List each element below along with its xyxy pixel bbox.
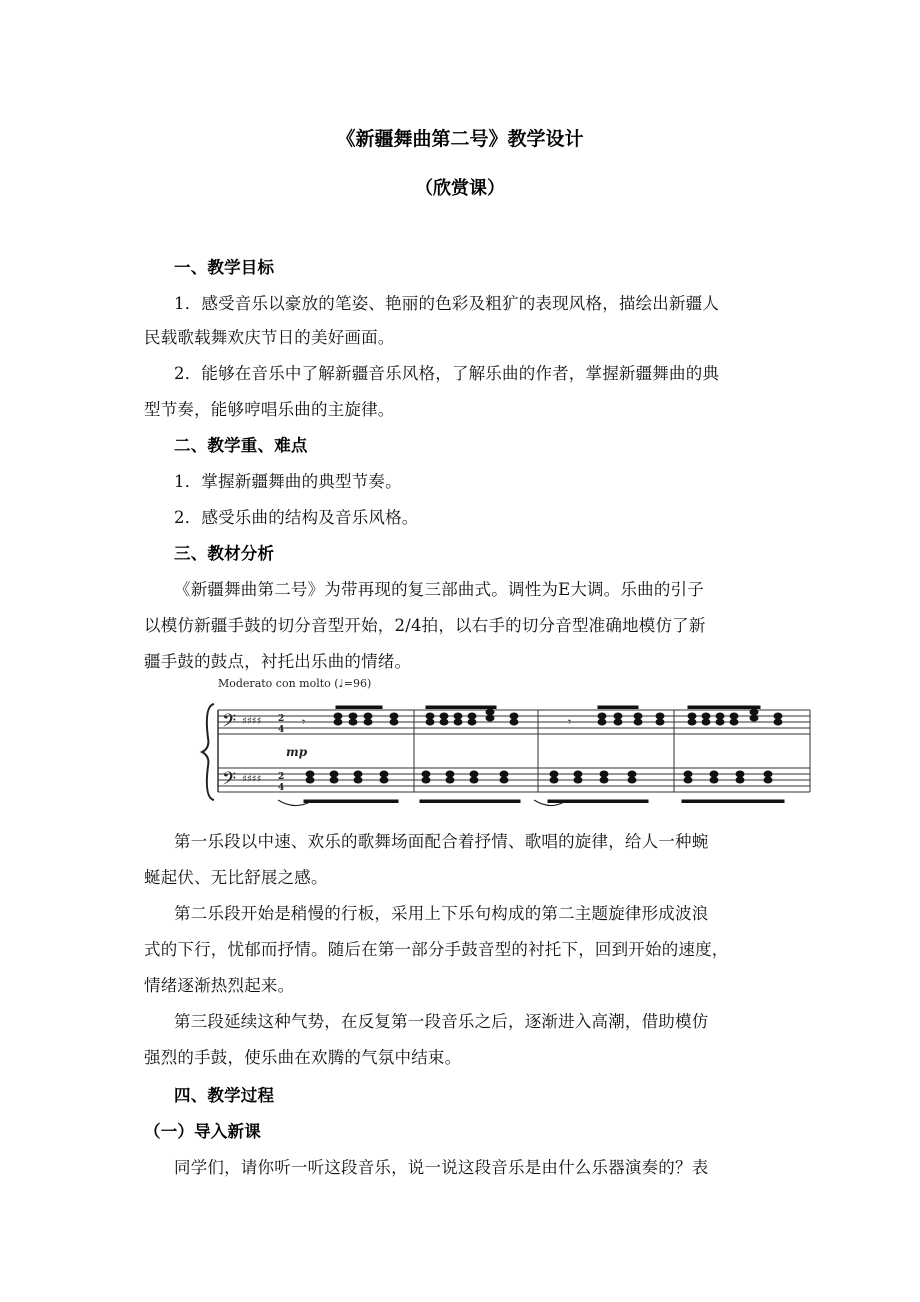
paragraph-line: 蜒起伏、无比舒展之感。 [144,868,328,887]
paragraph-line: 式的下行，忧郁而抒情。随后在第一部分手鼓音型的衬托下，回到开始的速度， [144,940,729,959]
paragraph-line: 民载歌载舞欢庆节日的美好画面。 [144,328,395,347]
document-title: 《新疆舞曲第二号》教学设计 [336,128,584,150]
svg-text:𝄢: 𝄢 [222,711,237,736]
svg-text:4: 4 [278,783,285,793]
paragraph-line: 型节奏，能够哼唱乐曲的主旋律。 [144,400,395,419]
paragraph-line: 情绪逐渐热烈起来。 [144,976,295,995]
paragraph-line: 2．感受乐曲的结构及音乐风格。 [174,508,419,527]
paragraph-line: 第三段延续这种气势，在反复第一段音乐之后，逐渐进入高潮，借助模仿 [174,1012,709,1031]
paragraph-line: 《新疆舞曲第二号》为带再现的复三部曲式。调性为E大调。乐曲的引子 [174,580,704,599]
paragraph-line: 2．能够在音乐中了解新疆音乐风格，了解乐曲的作者，掌握新疆舞曲的典 [174,364,720,383]
paragraph-line: 第一乐段以中速、欢乐的歌舞场面配合着抒情、歌唱的旋律，给人一种蜿 [174,832,709,851]
paragraph-line: 1．掌握新疆舞曲的典型节奏。 [174,472,402,491]
score-tempo-marking: Moderato con molto (♩=96) [218,677,372,690]
section-heading-analysis: 三、教材分析 [174,544,275,563]
paragraph-line: 第二乐段开始是稍慢的行板，采用上下乐句构成的第二主题旋律形成波浪 [174,904,709,923]
document-subtitle: （欣赏课） [415,178,505,199]
section-heading-key-points: 二、教学重、难点 [174,436,308,455]
svg-text:♯♯♯♯: ♯♯♯♯ [242,774,262,785]
svg-text:𝄢: 𝄢 [222,769,237,794]
section-heading-goals: 一、教学目标 [174,258,275,277]
svg-text:4: 4 [278,725,285,735]
paragraph-line: 同学们，请你听一听这段音乐，说一说这段音乐是由什么乐器演奏的？表 [174,1158,709,1177]
paragraph-line: 1．感受音乐以豪放的笔姿、艳丽的色彩及粗犷的表现风格，描绘出新疆人 [174,294,720,313]
paragraph-line: 以模仿新疆手鼓的切分音型开始，2/4拍，以右手的切分音型准确地模仿了新 [144,616,706,635]
svg-text:♯♯♯♯: ♯♯♯♯ [242,716,262,727]
svg-text:𝄾: 𝄾 [568,715,572,729]
paragraph-line: 强烈的手鼓，使乐曲在欢腾的气氛中结束。 [144,1048,462,1067]
paragraph-line: 疆手鼓的鼓点，衬托出乐曲的情绪。 [144,652,412,671]
svg-text:𝄾: 𝄾 [302,715,306,729]
svg-text:2: 2 [278,772,285,782]
subsection-heading-intro: （一）导入新课 [144,1122,261,1141]
svg-text:2: 2 [278,714,285,724]
section-heading-process: 四、教学过程 [174,1086,275,1105]
music-score-image [198,676,814,812]
score-dynamic-marking: mp [286,745,308,759]
